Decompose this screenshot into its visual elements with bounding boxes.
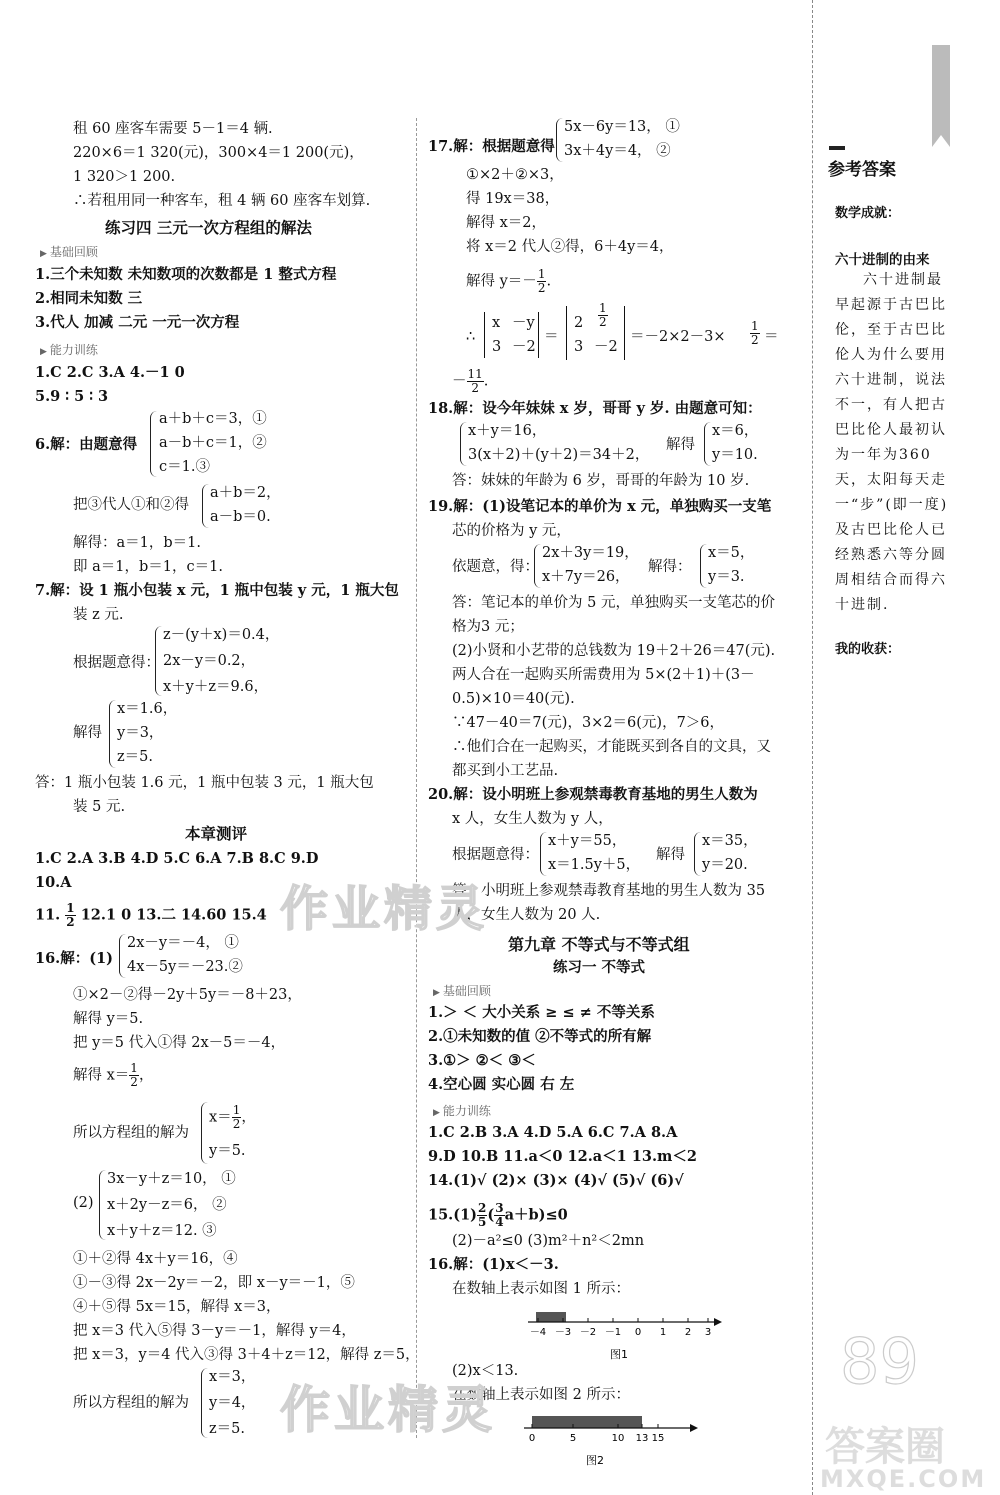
equation: x＝3， <box>209 1369 256 1385</box>
column-divider <box>416 118 417 1438</box>
numerator: 1 <box>537 267 546 281</box>
number-line-figure-2 <box>518 1410 738 1468</box>
fraction <box>129 1062 139 1089</box>
equation: x＋y＝55， <box>548 833 627 849</box>
denominator: 4 <box>495 1215 504 1229</box>
fraction <box>537 268 547 295</box>
numerator: 1 <box>232 1103 241 1117</box>
answer-line: 1.C 2.B 3.A 4.D 5.A 6.C 7.A 8.A <box>428 1124 678 1141</box>
denominator: 2 <box>599 315 607 329</box>
equation: x＝1.6， <box>117 701 178 717</box>
answer-line: 19.解：(1)设笔记本的单价为 x 元，单独购买一支笔 <box>428 498 772 515</box>
axis-arrow <box>714 1318 722 1326</box>
punct: ， <box>138 1067 154 1084</box>
equation-brace <box>150 411 157 477</box>
fraction <box>750 320 760 347</box>
equation: y＝20. <box>702 857 748 873</box>
answer-line: 1.C 2.C 3.A 4.－1 0 <box>35 364 185 381</box>
equation: c＝1.③ <box>159 459 210 475</box>
text-line: 把 y＝5 代入①得 2x－5＝－4， <box>73 1035 286 1051</box>
tick-label: －4 <box>529 1327 547 1338</box>
equation-brace <box>534 544 541 588</box>
equation: 2x＋3y＝19， <box>542 545 639 561</box>
solution-region <box>536 1312 566 1322</box>
equation: x＝35， <box>702 833 758 849</box>
text-line: 把③代人①和②得 <box>73 497 189 513</box>
answer-line: 10.A <box>35 874 72 891</box>
answer-line: 16.解：(1) <box>35 950 114 967</box>
text-line: (2) <box>73 1195 94 1211</box>
text-line: 解得 y＝－ $\frac{1}{2}$ . <box>466 267 552 295</box>
equation: a－b＋c＝1，② <box>159 435 267 451</box>
page-number: 89 <box>840 1325 919 1398</box>
equation: x＝1.5y＋5， <box>548 857 641 873</box>
equation: x＋2y－z＝6， ② <box>107 1197 227 1213</box>
tick-label: 3 <box>704 1327 712 1338</box>
text-fragment: ( <box>487 1206 495 1224</box>
text-line: 两人合在一起购买所需费用为 5×(2＋1)＋(3－ <box>452 667 755 683</box>
text-fragment: ∴ <box>466 329 476 345</box>
answer-line: 4.空心圆 实心圆 右 左 <box>428 1076 575 1093</box>
text-fragment: 依题意，得： <box>452 559 539 575</box>
tick-label: 0 <box>528 1433 536 1444</box>
text-line: 将 x＝2 代人②得，6＋4y＝4， <box>466 239 674 255</box>
text-fragment: ＝ <box>764 329 779 345</box>
matrix-entry: 3 <box>492 339 502 355</box>
text-line <box>73 1062 153 1089</box>
answer-line: 2.相同未知数 三 <box>35 290 143 307</box>
text-line: (2)小贤和小艺带的总钱数为 19＋2＋26＝47(元). <box>452 643 776 659</box>
equation: x＝ $\frac{1}{2}$ ， <box>209 1103 256 1131</box>
sidebar <box>812 0 963 1495</box>
tick-label: 10 <box>611 1433 625 1444</box>
text-line: 解得 <box>73 725 102 741</box>
bookmark-tab <box>932 45 950 135</box>
text-line: (2)－a²≤0 (3)m²＋n²＜2mn <box>452 1233 645 1249</box>
section-heading: 练习一 不等式 <box>553 960 646 976</box>
equation-brace <box>202 484 209 528</box>
equation-brace <box>155 626 162 696</box>
equation-brace <box>700 544 707 588</box>
tick-label: 0 <box>634 1327 642 1338</box>
section-tag: ▶ 基础回顾 <box>433 982 491 999</box>
text-line: 得 19x＝38， <box>466 191 560 207</box>
tick-label: 15 <box>651 1433 665 1444</box>
text-fragment: a＋b)≤0 <box>504 1206 568 1224</box>
answer-line: 14.(1)√ (2)× (3)× (4)√ (5)√ (6)√ <box>428 1172 684 1189</box>
answer-line: 3.①＞ ②＜ ③＜ <box>428 1052 536 1069</box>
fraction <box>467 368 484 395</box>
answer-line: 1.三个未知数 未知数项的次数都是 1 整式方程 <box>35 266 337 283</box>
number-line-figure-1 <box>518 1306 728 1362</box>
determinant-bar <box>566 306 567 360</box>
text-line: ∴他们合在一起购买，才能既买到各自的文具，又 <box>452 739 771 755</box>
text-line: 根据题意得： <box>73 655 160 671</box>
text-line: 都买到小工艺品. <box>452 763 559 779</box>
equation: 4x－5y＝－23.② <box>127 959 243 975</box>
equation: y＝4， <box>209 1395 256 1411</box>
watermark: 作业精灵 <box>280 881 489 937</box>
equation-brace <box>556 118 563 162</box>
denominator: 2 <box>66 915 75 929</box>
text-fragment: 解得 <box>666 437 695 453</box>
text-line: ①×2－②得－2y＋5y＝－8＋23， <box>73 987 302 1003</box>
equation-brace <box>201 1368 208 1438</box>
tick-label: 2 <box>684 1327 692 1338</box>
text-line: 把 x＝3，y＝4 代入③得 3＋4＋z＝12，解得 z＝5， <box>73 1347 420 1363</box>
text-line: 0.5)×10＝40(元). <box>452 691 575 707</box>
equation: a＋b＝2， <box>210 485 281 501</box>
text-fragment: 15.(1) <box>428 1206 478 1224</box>
equation-brace <box>109 700 116 768</box>
equation: z＝5. <box>209 1421 245 1437</box>
answer-line: 1.C 2.A 3.B 4.D 5.C 6.A 7.B 8.C 9.D <box>35 850 319 867</box>
answer-line: 2.①未知数的值 ②不等式的所有解 <box>428 1028 652 1045</box>
answer-line: 7.解：设 1 瓶小包装 x 元，1 瓶中包装 y 元，1 瓶大包 <box>35 582 399 599</box>
text-fragment: 解得 <box>656 847 685 863</box>
story-body: 六十进制最早起源于古巴比伦，至于古巴比伦人为什么要用六十进制，说法不一，有人把古巴比伦人最初认为一年为360天，太阳每天走一“步”(即一度)及古巴比伦人已经熟悉六等分圆周相结合而得六十进制. <box>835 272 949 613</box>
matrix-entry: x <box>492 315 501 331</box>
sidebar-subtitle: 数学成就： <box>835 206 901 221</box>
denominator: 5 <box>478 1215 487 1229</box>
chapter-heading: 第九章 不等式与不等式组 <box>508 935 690 954</box>
denominator: 2 <box>232 1117 241 1131</box>
section-tag: ▶ 能力训练 <box>40 341 98 358</box>
text-line: 人，女生人数为 20 人. <box>452 907 601 923</box>
text-fragment: 解得 x＝ <box>73 1067 130 1084</box>
text-line: 芯的价格为 y 元， <box>452 523 571 539</box>
sidebar-title: 参考答案 <box>828 160 896 180</box>
text-line: 答：1 瓶小包装 1.6 元，1 瓶中包装 3 元，1 瓶大包 <box>35 775 374 791</box>
text-line: 在数轴上表示如图 2 所示： <box>452 1387 630 1403</box>
text-line: 解得：a＝1，b＝1. <box>73 535 201 551</box>
equation: a－b＝0. <box>210 509 271 525</box>
equation: z－(y＋x)＝0.4， <box>163 627 280 643</box>
text-line: 所以方程组的解为 <box>73 1395 189 1411</box>
answer-line: 3.代人 加减 二元 一元一次方程 <box>35 314 240 331</box>
equation: 3(x＋2)＋(y＋2)＝34＋2， <box>468 447 650 463</box>
text-line: 解得 y＝5. <box>73 1011 144 1027</box>
section-tag: ▶ 能力训练 <box>433 1102 491 1119</box>
text-line: 所以方程组的解为 <box>73 1125 189 1141</box>
equation: a＋b＋c＝3，① <box>159 411 267 427</box>
text-line: 220×6＝1 320(元)，300×4＝1 200(元)， <box>73 145 364 161</box>
tick-label: 13 <box>635 1433 649 1444</box>
answer-line: 9.D 10.B 11.a＜0 12.a＜1 13.m＜2 <box>428 1148 697 1165</box>
text-line: 即 a＝1，b＝1，c＝1. <box>73 559 223 575</box>
text-fragment: 解得 y＝－ <box>466 273 537 290</box>
text-line: 解得 x＝2， <box>466 215 547 231</box>
equation: x＝6， <box>712 423 759 439</box>
numerator: 11 <box>467 367 483 381</box>
equation: y＝3， <box>117 725 164 741</box>
equation: x＋y＝16， <box>468 423 547 439</box>
equation-brace <box>540 832 547 876</box>
section-heading: 练习四 三元一次方程组的解法 <box>105 219 312 237</box>
determinant-bar <box>484 312 485 358</box>
equation: y＝3. <box>708 569 745 585</box>
text-fragment: ＝－2×2－3× <box>630 329 726 345</box>
figure-caption: 图1 <box>610 1348 628 1361</box>
text-line: ①＋②得 4x＋y＝16，④ <box>73 1251 238 1267</box>
denominator: 2 <box>130 1075 138 1089</box>
text-line: 装 5 元. <box>73 799 126 815</box>
fraction <box>65 902 75 929</box>
equation: 5x－6y＝13， ① <box>564 119 680 135</box>
equation-brace <box>704 422 711 466</box>
text-fragment: x＝ <box>209 1109 232 1126</box>
text-line: ①－③得 2x－2y＝－2，即 x－y＝－1，⑤ <box>73 1275 355 1291</box>
solution-region <box>532 1416 642 1428</box>
equation: z＝5. <box>117 749 153 765</box>
section-tag: ▶ 基础回顾 <box>40 243 98 260</box>
story-title: 六十进制的由来 <box>835 252 930 268</box>
matrix-entry: －y <box>512 315 535 331</box>
determinant-bar <box>624 306 625 360</box>
watermark: 作业精灵 <box>280 1381 496 1439</box>
equation: x＋y＋z＝9.6， <box>163 679 269 695</box>
answer-line <box>35 902 267 929</box>
equation-brace <box>201 1102 208 1164</box>
text-line: ∵47－40＝7(元)，3×2＝6(元)，7＞6， <box>452 715 725 731</box>
text-line: 格为3 元； <box>452 619 524 635</box>
denominator: 2 <box>751 333 759 347</box>
matrix-entry: －2 <box>594 339 618 355</box>
text-line: ④＋⑤得 5x＝15，解得 x＝3， <box>73 1299 281 1315</box>
text-line: 装 z 元. <box>73 607 124 623</box>
answer-text: 12.1 0 13.二 14.60 15.4 <box>80 906 267 924</box>
site-logo-url: MXQE.COM <box>820 1465 987 1493</box>
text-fragment: ＝ <box>544 329 559 345</box>
sidebar-subtitle: 我的收获： <box>835 642 901 657</box>
text-line: 答：妹妹的年龄为 6 岁，哥哥的年龄为 10 岁. <box>452 473 750 489</box>
tick-label: －2 <box>579 1327 597 1338</box>
numerator: 1 <box>751 319 759 333</box>
equation: 2x－y＝0.2， <box>163 653 256 669</box>
matrix-entry: －2 <box>512 339 536 355</box>
fraction <box>494 1202 504 1229</box>
tick-label: 1 <box>659 1327 667 1338</box>
axis-arrow <box>690 1424 698 1432</box>
text-fragment: － <box>452 373 467 390</box>
text-line: 租 60 座客车需要 5－1＝4 辆. <box>73 121 273 137</box>
equation-brace <box>99 1170 106 1240</box>
answer-line: 5.9 ∶ 5 ∶ 3 <box>35 388 109 405</box>
story-text <box>835 268 953 618</box>
equation: x＋y＋z＝12. ③ <box>107 1223 217 1239</box>
title-bar-decoration <box>829 146 845 150</box>
tick-label: －3 <box>554 1327 572 1338</box>
numerator: 3 <box>495 1201 504 1215</box>
numerator: 1 <box>599 301 607 315</box>
text-line: 在数轴上表示如图 1 所示： <box>452 1281 630 1297</box>
answer-line <box>428 1202 568 1229</box>
text-line: ①×2＋②×3， <box>466 167 564 183</box>
fraction <box>477 1202 487 1229</box>
equation: x＋7y＝26， <box>542 569 630 585</box>
determinant-bar <box>538 312 539 358</box>
numerator: 1 <box>130 1061 138 1075</box>
numerator: 2 <box>478 1201 487 1215</box>
equation: 2x－y＝－4， ① <box>127 935 239 951</box>
answer-number: 11. <box>35 906 61 924</box>
tick-label: －1 <box>604 1327 622 1338</box>
text-line: 答：笔记本的单价为 5 元，单独购买一支笔芯的价 <box>452 595 775 611</box>
numerator: 1 <box>66 901 75 915</box>
matrix-entry: 2 <box>574 315 584 331</box>
answer-line: 6.解：由题意得 <box>35 436 138 453</box>
figure-caption: 图2 <box>586 1454 604 1467</box>
equation: 3x－y＋z＝10， ① <box>107 1171 236 1187</box>
section-heading: 本章测评 <box>185 825 248 843</box>
text-line: 答：小明班上参观禁毒教育基地的男生人数为 35 <box>452 883 766 899</box>
text-fragment: 解得： <box>648 559 692 575</box>
text-line: x 人，女生人数为 y 人， <box>452 811 613 827</box>
equation: 3x＋4y＝4， ② <box>564 143 671 159</box>
equation: y＝5. <box>209 1143 246 1159</box>
denominator: 2 <box>471 381 479 395</box>
site-logo: 答案圈 <box>825 1424 945 1470</box>
text-line: (2)x＜13. <box>452 1363 519 1379</box>
answer-line: 18.解：设今年妹妹 x 岁，哥哥 y 岁. 由题意可知： <box>428 400 762 417</box>
denominator: 2 <box>537 281 546 295</box>
equation: x＝5， <box>708 545 755 561</box>
answer-line: 16.解：(1)x＜－3. <box>428 1256 559 1273</box>
text-fragment: 根据题意得： <box>452 847 539 863</box>
answer-line: 1.＞ ＜ 大小关系 ≥ ≤ ≠ 不等关系 <box>428 1004 655 1021</box>
text-line: － $\frac{11}{2}$ . <box>452 367 489 395</box>
fraction <box>232 1104 242 1131</box>
equation: y＝10. <box>712 447 758 463</box>
text-line: 把 x＝3 代入⑤得 3－y＝－1，解得 y＝4， <box>73 1323 356 1339</box>
equation-brace <box>460 422 467 466</box>
answer-line: 17.解：根据题意得 <box>428 138 555 155</box>
answer-line: 20.解：设小明班上参观禁毒教育基地的男生人数为 <box>428 786 758 803</box>
fraction <box>598 302 608 329</box>
equation-brace <box>694 832 701 876</box>
text-line: ∴若租用同一种客车，租 4 辆 60 座客车划算. <box>73 193 371 209</box>
equation-brace <box>119 934 126 978</box>
matrix-entry: 3 <box>574 339 584 355</box>
text-line: 1 320＞1 200. <box>73 169 176 185</box>
tick-label: 5 <box>569 1433 577 1444</box>
